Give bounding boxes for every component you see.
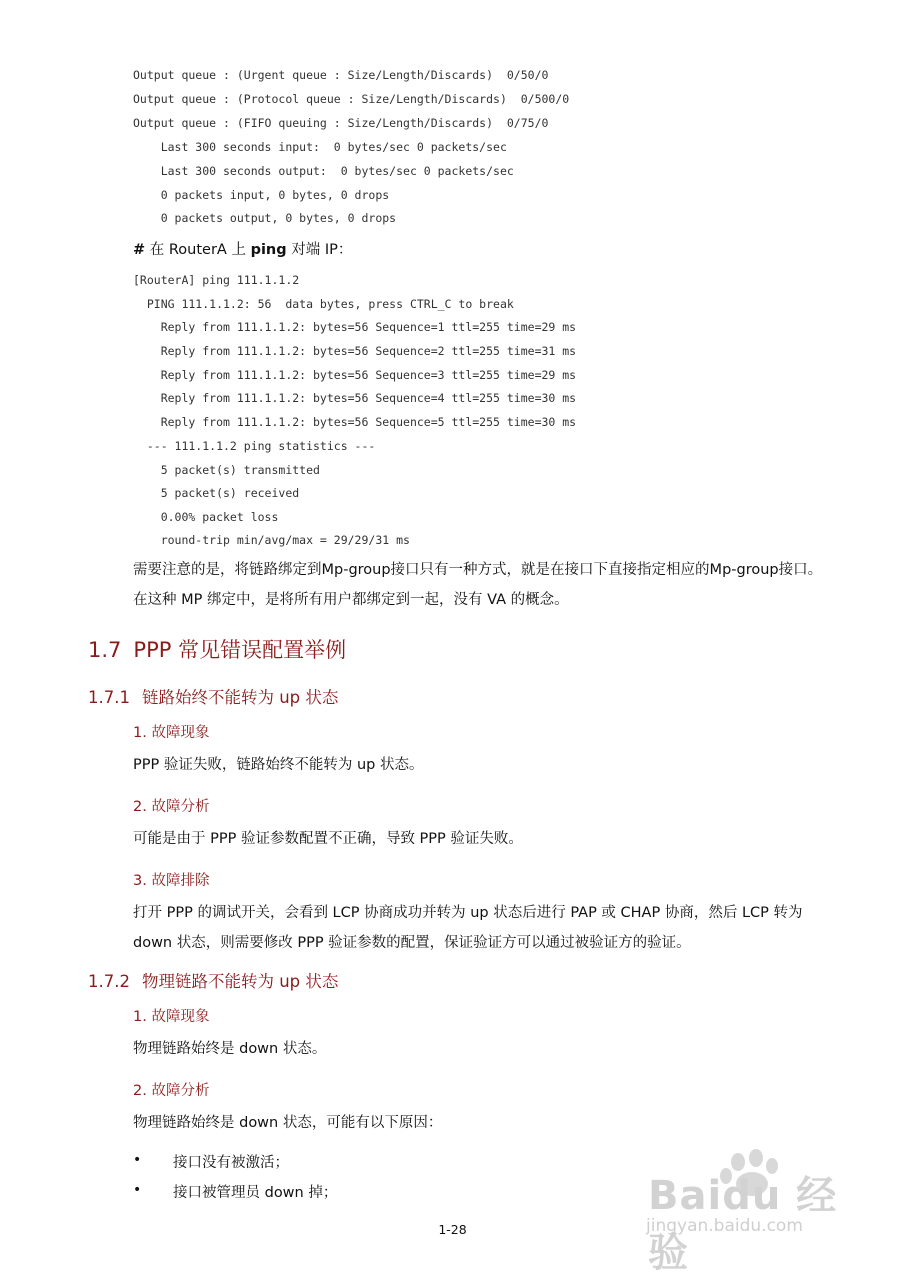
- symptom-heading: 1. 故障现象: [133, 725, 210, 741]
- code-line: PING 111.1.1.2: 56 data bytes, press CTRL_C to break: [133, 297, 514, 311]
- code-line: 5 packet(s) received: [133, 486, 300, 500]
- code-line: Last 300 seconds input: 0 bytes/sec 0 packets/sec: [133, 140, 507, 154]
- section-title: 物理链路不能转为 up 状态: [141, 972, 339, 991]
- symptom-text: 物理链路始终是 down 状态。: [133, 1041, 327, 1057]
- section-title: 链路始终不能转为 up 状态: [141, 688, 339, 707]
- code-line: Last 300 seconds output: 0 bytes/sec 0 packets/sec: [133, 164, 514, 178]
- note-paragraph: 需要注意的是，将链路绑定到Mp-group接口只有一种方式，就是在接口下直接指定相应的Mp-group接口。在这种 MP 绑定中，是将所有用户都绑定到一起，没有 VA 的概念。: [133, 562, 823, 608]
- symptom-text: PPP 验证失败，链路始终不能转为 up 状态。: [133, 757, 424, 773]
- code-line: --- 111.1.1.2 ping statistics ---: [133, 439, 376, 453]
- section-title: PPP 常见错误配置举例: [133, 638, 347, 662]
- code-line: Reply from 111.1.1.2: bytes=56 Sequence=1 ttl=255 time=29 ms: [133, 320, 577, 334]
- bullet-text: 接口被管理员 down 掉；: [173, 1185, 338, 1201]
- code-line: Output queue : (FIFO queuing : Size/Length/Discards) 0/75/0: [133, 116, 549, 130]
- fix-text: 打开 PPP 的调试开关，会看到 LCP 协商成功并转为 up 状态后进行 PAP 或 CHAP 协商，然后 LCP 转为 down 状态，则需要修改 PPP 验证参数的配置，保证验证方可以通过被验证方的验证。: [133, 905, 803, 951]
- bullet-text: 接口没有被激活；: [173, 1155, 289, 1171]
- code-line: Reply from 111.1.1.2: bytes=56 Sequence=3 ttl=255 time=29 ms: [133, 368, 577, 382]
- code-line: [RouterA] ping 111.1.1.2: [133, 273, 300, 287]
- code-line: 0 packets output, 0 bytes, 0 drops: [133, 211, 397, 225]
- fix-heading: 3. 故障排除: [133, 873, 210, 889]
- code-line: Reply from 111.1.1.2: bytes=56 Sequence=4 ttl=255 time=30 ms: [133, 391, 577, 405]
- section-number: 1.7.2: [88, 972, 130, 991]
- step-text-2: 对端 IP：: [286, 242, 353, 258]
- watermark-logo-text: Baidu 经验: [648, 1173, 838, 1276]
- step-text-1: 在 RouterA 上: [145, 242, 251, 258]
- code-line: 0.00% packet loss: [133, 510, 279, 524]
- section-number: 1.7: [88, 638, 122, 662]
- step-ping-instruction: [133, 238, 352, 259]
- step-hash: #: [133, 242, 146, 258]
- code-line: Reply from 111.1.1.2: bytes=56 Sequence=2 ttl=255 time=31 ms: [133, 344, 577, 358]
- code-line: Output queue : (Protocol queue : Size/Length/Discards) 0/500/0: [133, 92, 570, 106]
- watermark-url: jingyan.baidu.com: [646, 1216, 803, 1236]
- code-line: Reply from 111.1.1.2: bytes=56 Sequence=5 ttl=255 time=30 ms: [133, 415, 577, 429]
- section-number: 1.7.1: [88, 688, 130, 707]
- symptom-heading: 1. 故障现象: [133, 1009, 210, 1025]
- section-heading-1-7: [88, 634, 346, 664]
- code-line: 5 packet(s) transmitted: [133, 463, 320, 477]
- code-line: round-trip min/avg/max = 29/29/31 ms: [133, 533, 410, 547]
- step-command: ping: [250, 242, 287, 258]
- bullet-icon: •: [133, 1152, 142, 1168]
- code-line: 0 packets input, 0 bytes, 0 drops: [133, 188, 390, 202]
- analysis-text: 可能是由于 PPP 验证参数配置不正确，导致 PPP 验证失败。: [133, 831, 523, 847]
- analysis-heading: 2. 故障分析: [133, 799, 210, 815]
- section-heading-1-7-1: [88, 684, 338, 708]
- page-number: 1-28: [438, 1222, 467, 1237]
- analysis-text: 物理链路始终是 down 状态，可能有以下原因：: [133, 1115, 443, 1131]
- bullet-icon: •: [133, 1182, 142, 1198]
- section-heading-1-7-2: [88, 968, 338, 992]
- code-line: Output queue : (Urgent queue : Size/Length/Discards) 0/50/0: [133, 68, 549, 82]
- analysis-heading: 2. 故障分析: [133, 1083, 210, 1099]
